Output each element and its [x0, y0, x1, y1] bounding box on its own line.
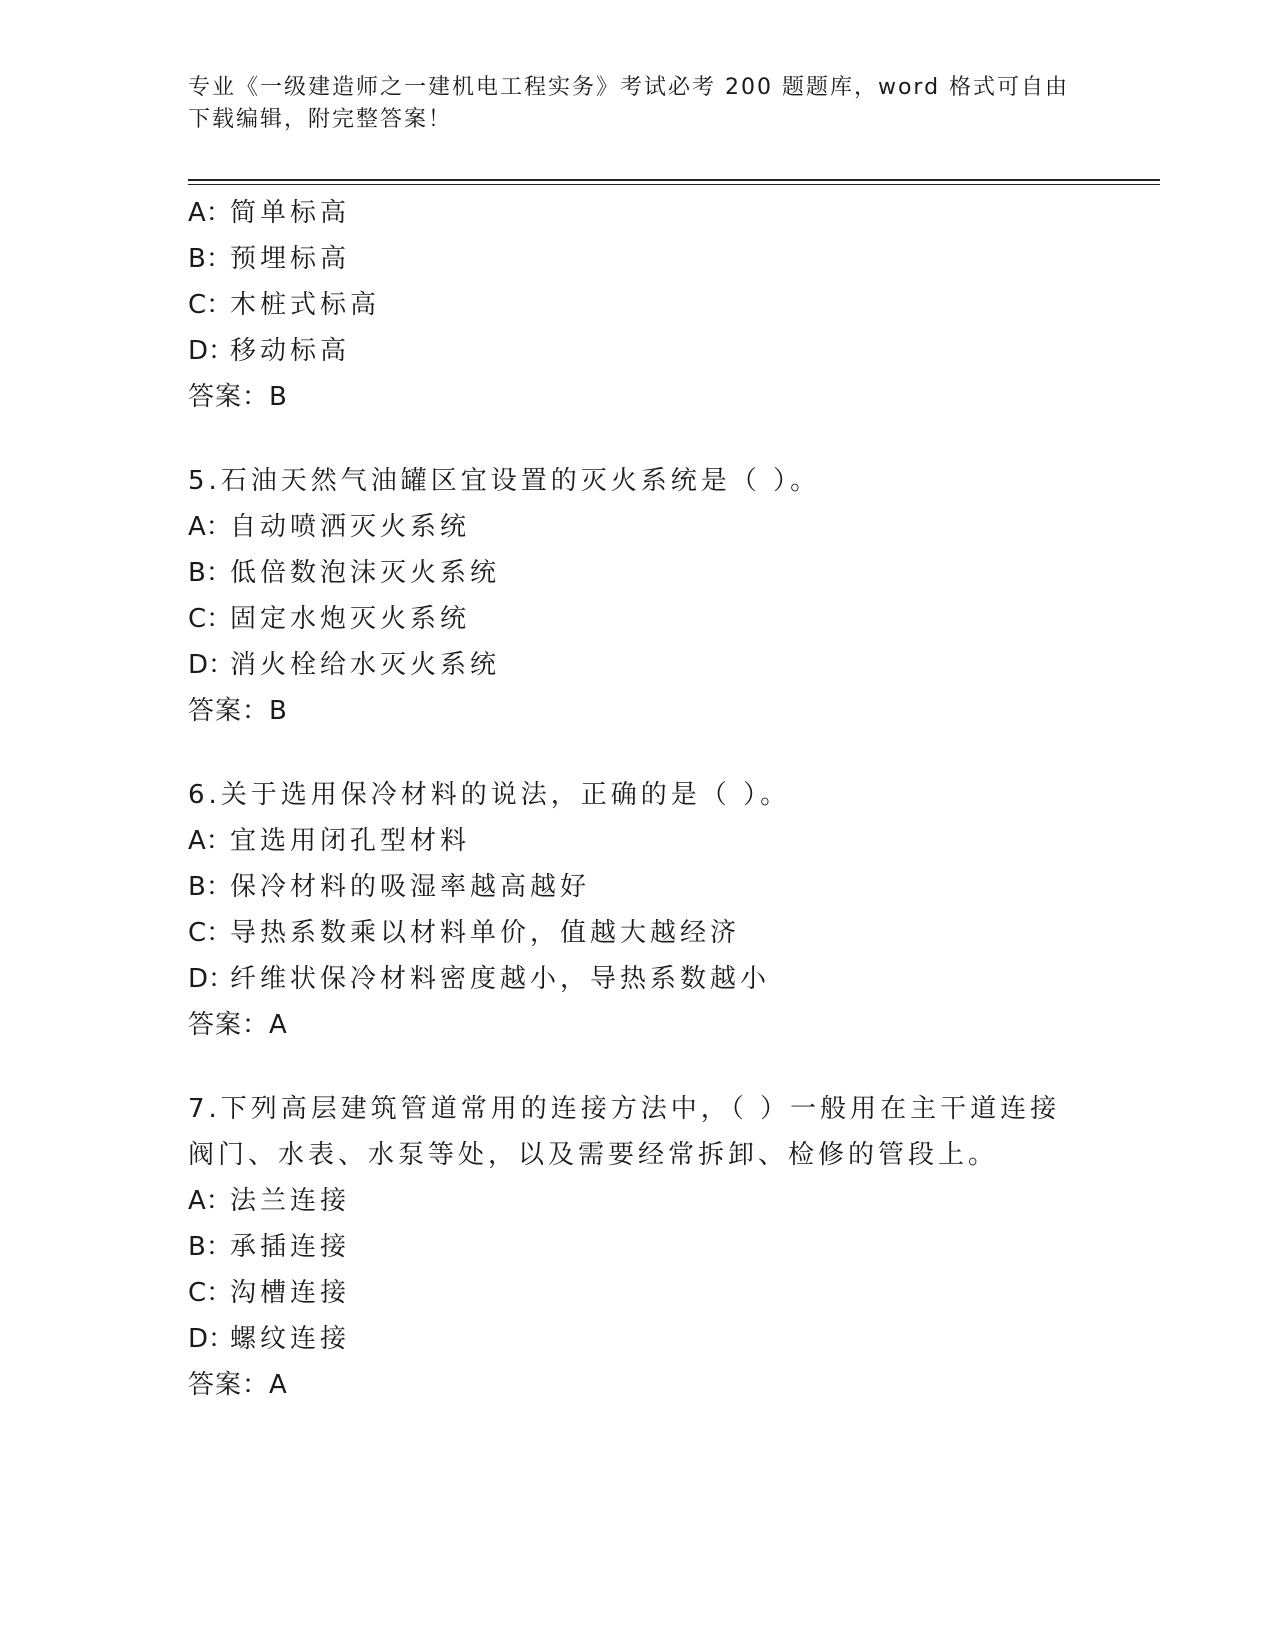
- option-text: 纤维状保冷材料密度越小，导热系数越小: [230, 964, 771, 994]
- question-stem-line-2: 阀门、水表、水泵等处，以及需要经常拆卸、检修的管段上。: [188, 1140, 999, 1170]
- question-block-7: [188, 1086, 1148, 1408]
- option-text: 木桩式标高: [230, 290, 381, 320]
- spacer: [188, 734, 1148, 772]
- option-text: 自动喷洒灭火系统: [230, 512, 471, 542]
- option-text: 预埋标高: [230, 244, 351, 274]
- question-block-6: [188, 772, 1148, 1048]
- header-divider-thin: [188, 184, 1160, 185]
- option-letter: D：: [188, 1324, 235, 1354]
- option-b: [188, 1224, 1148, 1270]
- spacer: [188, 420, 1148, 458]
- option-text: 承插连接: [230, 1232, 351, 1262]
- option-letter: D：: [188, 336, 235, 366]
- option-b: [188, 864, 1148, 910]
- option-letter: B：: [188, 244, 232, 274]
- header-line-1: 专业《一级建造师之一建机电工程实务》考试必考 200 题题库，word 格式可自由: [188, 75, 1070, 100]
- header-divider-thick: [188, 179, 1160, 181]
- option-a: [188, 1178, 1148, 1224]
- option-text: 移动标高: [230, 336, 351, 366]
- option-b: [188, 236, 1148, 282]
- question-block-5: [188, 458, 1148, 734]
- option-letter: B：: [188, 872, 232, 902]
- option-letter: C：: [188, 918, 233, 948]
- option-letter: B：: [188, 1232, 232, 1262]
- option-text: 固定水炮灭火系统: [230, 604, 471, 634]
- option-letter: B：: [188, 558, 232, 588]
- option-a: [188, 818, 1148, 864]
- option-c: [188, 910, 1148, 956]
- option-letter: C：: [188, 290, 233, 320]
- answer-line: 答案：A: [188, 1370, 288, 1400]
- option-a: [188, 190, 1148, 236]
- option-text: 宜选用闭孔型材料: [230, 826, 471, 856]
- option-text: 保冷材料的吸湿率越高越好: [230, 872, 591, 902]
- question-stem-line-1: 7.下列高层建筑管道常用的连接方法中，（ ）一般用在主干道连接: [188, 1094, 1061, 1124]
- option-text: 法兰连接: [230, 1186, 351, 1216]
- spacer: [188, 1048, 1148, 1086]
- option-text: 简单标高: [230, 198, 351, 228]
- option-letter: C：: [188, 604, 233, 634]
- question-stem: 5.石油天然气油罐区宜设置的灭火系统是（ ）。: [188, 466, 821, 496]
- option-c: [188, 282, 1148, 328]
- option-d: [188, 328, 1148, 374]
- document-header: [188, 72, 1078, 136]
- option-letter: A：: [188, 512, 232, 542]
- option-text: 沟槽连接: [230, 1278, 351, 1308]
- header-line-2: 下载编辑，附完整答案！: [188, 107, 453, 132]
- option-letter: D：: [188, 964, 235, 994]
- answer-line: 答案：B: [188, 382, 288, 412]
- answer-line: 答案：B: [188, 696, 288, 726]
- option-letter: D：: [188, 650, 235, 680]
- option-d: [188, 642, 1148, 688]
- option-text: 低倍数泡沫灭火系统: [230, 558, 501, 588]
- question-list: [188, 190, 1148, 1408]
- option-letter: A：: [188, 1186, 232, 1216]
- option-letter: C：: [188, 1278, 233, 1308]
- option-text: 消火栓给水灭火系统: [230, 650, 501, 680]
- answer-line: 答案：A: [188, 1010, 288, 1040]
- option-letter: A：: [188, 826, 232, 856]
- question-stem: 6.关于选用保冷材料的说法，正确的是（ ）。: [188, 780, 791, 810]
- option-d: [188, 956, 1148, 1002]
- option-a: [188, 504, 1148, 550]
- option-b: [188, 550, 1148, 596]
- option-d: [188, 1316, 1148, 1362]
- question-block-4: [188, 190, 1148, 420]
- option-c: [188, 1270, 1148, 1316]
- option-letter: A：: [188, 198, 232, 228]
- option-text: 螺纹连接: [230, 1324, 351, 1354]
- option-c: [188, 596, 1148, 642]
- option-text: 导热系数乘以材料单价，值越大越经济: [230, 918, 741, 948]
